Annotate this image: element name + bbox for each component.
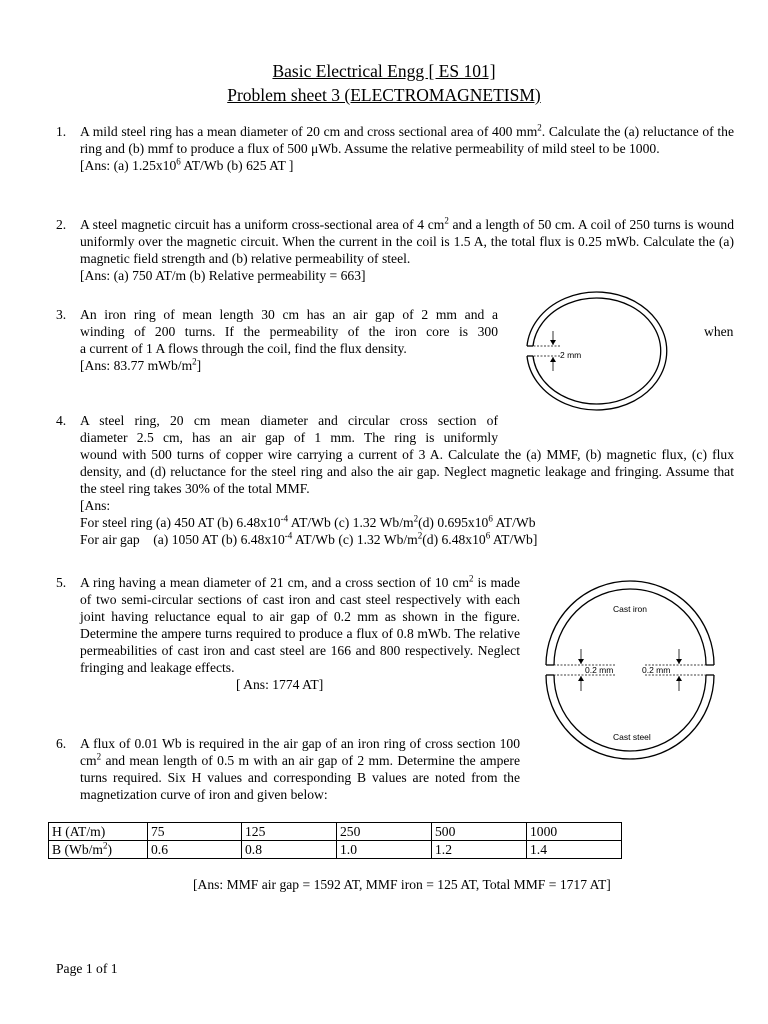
table-cell: 1.0	[337, 841, 432, 859]
table-cell: 125	[242, 823, 337, 841]
problem-number: 1.	[56, 124, 67, 139]
problem-answer: [ Ans: 1774 AT]	[236, 677, 324, 692]
table-cell: 1000	[527, 823, 622, 841]
problem-5	[56, 574, 520, 693]
table-cell: 250	[337, 823, 432, 841]
answer-steel-ring: For steel ring (a) 450 AT (b) $6.48x10^{-4}$ AT/Wb (c) 1.32 $Wb/m^2(d)$ $0.695x10^6$ AT/Wb	[80, 513, 536, 530]
figure-ring-air-gap	[518, 287, 678, 415]
table-cell: 500	[432, 823, 527, 841]
problem-number: 3.	[56, 307, 67, 322]
problem-number: 5.	[56, 575, 67, 590]
problem-text: A mild steel ring has a mean diameter of 20 cm and cross sectional area of 400 $mm^2$. Calculate the (a) reluctance of the ring and (b) mmf to produce a flux of 500 μWb. Assume the relative permeability of mild steel to be 1000.	[80, 122, 734, 156]
magnetization-table	[48, 822, 622, 859]
problem-6	[56, 735, 520, 803]
problem-number: 6.	[56, 736, 67, 751]
problem-answer: [Ans: 83.77 mWb/$m^2$]	[80, 356, 202, 373]
problem-4	[56, 412, 734, 548]
problem-text: A flux of 0.01 Wb is required in the air gap of an iron ring of cross section 100 $cm^2$ and mean length of 0.5 m with an air gap of 2 mm. Determine the ampere turns required. Six H values and corresponding B values are noted from the magnetization curve of iron and given below:	[80, 736, 520, 802]
figure-split-ring	[535, 577, 725, 761]
table-cell: 1.4	[527, 841, 622, 859]
problem-1	[56, 123, 734, 174]
table-header-cell: B $(Wb/m^2)$	[49, 841, 148, 859]
cast-iron-label: Cast iron	[613, 604, 648, 614]
problem-line: a current of 1 A flows through the coil, find the flux density.	[80, 341, 407, 356]
problem-line: An iron ring of mean length 30 cm has an air gap of 2 mm and a	[80, 307, 498, 322]
table-cell: 1.2	[432, 841, 527, 859]
problem-line: A steel ring, 20 cm mean diameter and circular cross section of	[80, 413, 498, 428]
table-row	[49, 823, 622, 841]
table-cell: 0.6	[148, 841, 242, 859]
problem-answer-head: [Ans:	[80, 498, 111, 513]
problem-2	[56, 216, 734, 284]
cast-steel-label: Cast steel	[613, 732, 651, 742]
problem-number: 2.	[56, 217, 67, 232]
problem-answer: [Ans: (a) 750 AT/m (b) Relative permeability = 663]	[80, 268, 366, 283]
problem-text: A ring having a mean diameter of 21 cm, and a cross section of 10 $cm^2$ is made of two semi-circular sections of cast iron and cast steel respectively with each joint having reluctance equal to air gap of 0.2 mm as shown in the figure. Determine the ampere turns required to produce a flux of 0.8 mWb. The relative permeabilities of cast iron and cast steel are 166 and 800 respectively. Neglect fringing and leakage effects.	[80, 573, 520, 675]
table-row	[49, 841, 622, 859]
gap-label-right: 0.2 mm	[642, 665, 671, 675]
table-cell: 75	[148, 823, 242, 841]
table-cell: 0.8	[242, 841, 337, 859]
answer-air-gap: For air gap (a) 1050 AT (b) $6.48x10^{-4}$ AT/Wb (c) 1.32 $Wb/m^2(d)$ $6.48x10^6$ AT/Wb]	[80, 530, 538, 547]
course-title: Basic Electrical Engg [ ES 101]	[272, 61, 496, 81]
problem-text: wound with 500 turns of copper wire carrying a current of 3 A. Calculate the (a) MMF, (b) magnetic flux, (c) flux density, and (d) reluctance for the steel ring and also the air gap. Neglect magnetic leakage and fringing. Assume that the steel ring takes 30% of the total MMF.	[80, 447, 734, 496]
table-header-cell: H (AT/m)	[49, 823, 148, 841]
gap-label-left: 0.2 mm	[585, 665, 614, 675]
gap-label: 2 mm	[560, 350, 582, 360]
sheet-title: Problem sheet 3 (ELECTROMAGNETISM)	[227, 85, 541, 105]
problem-number: 4.	[56, 413, 67, 428]
problem-6-answer: [Ans: MMF air gap = 1592 AT, MMF iron = 125 AT, Total MMF = 1717 AT]	[193, 877, 611, 892]
problem-text: A steel magnetic circuit has a uniform cross-sectional area of 4 $cm^2$ and a length of 50 cm. A coil of 250 turns is wound uniformly over the magnetic circuit. When the current in the coil is 1.5 A, the total flux is 0.25 mWb. Calculate the (a) magnetic field strength and (b) relative permeability of steel.	[80, 215, 734, 266]
page-number: Page 1 of 1	[56, 961, 118, 976]
problem-line: winding of 200 turns. If the permeability of the iron core is 300 when	[80, 324, 734, 339]
problem-line: diameter 2.5 cm, has an air gap of 1 mm. The ring is uniformly	[80, 430, 498, 445]
problem-answer: [Ans: (a) $1.25x10^6$ AT/Wb (b) 625 AT ]	[80, 156, 294, 173]
